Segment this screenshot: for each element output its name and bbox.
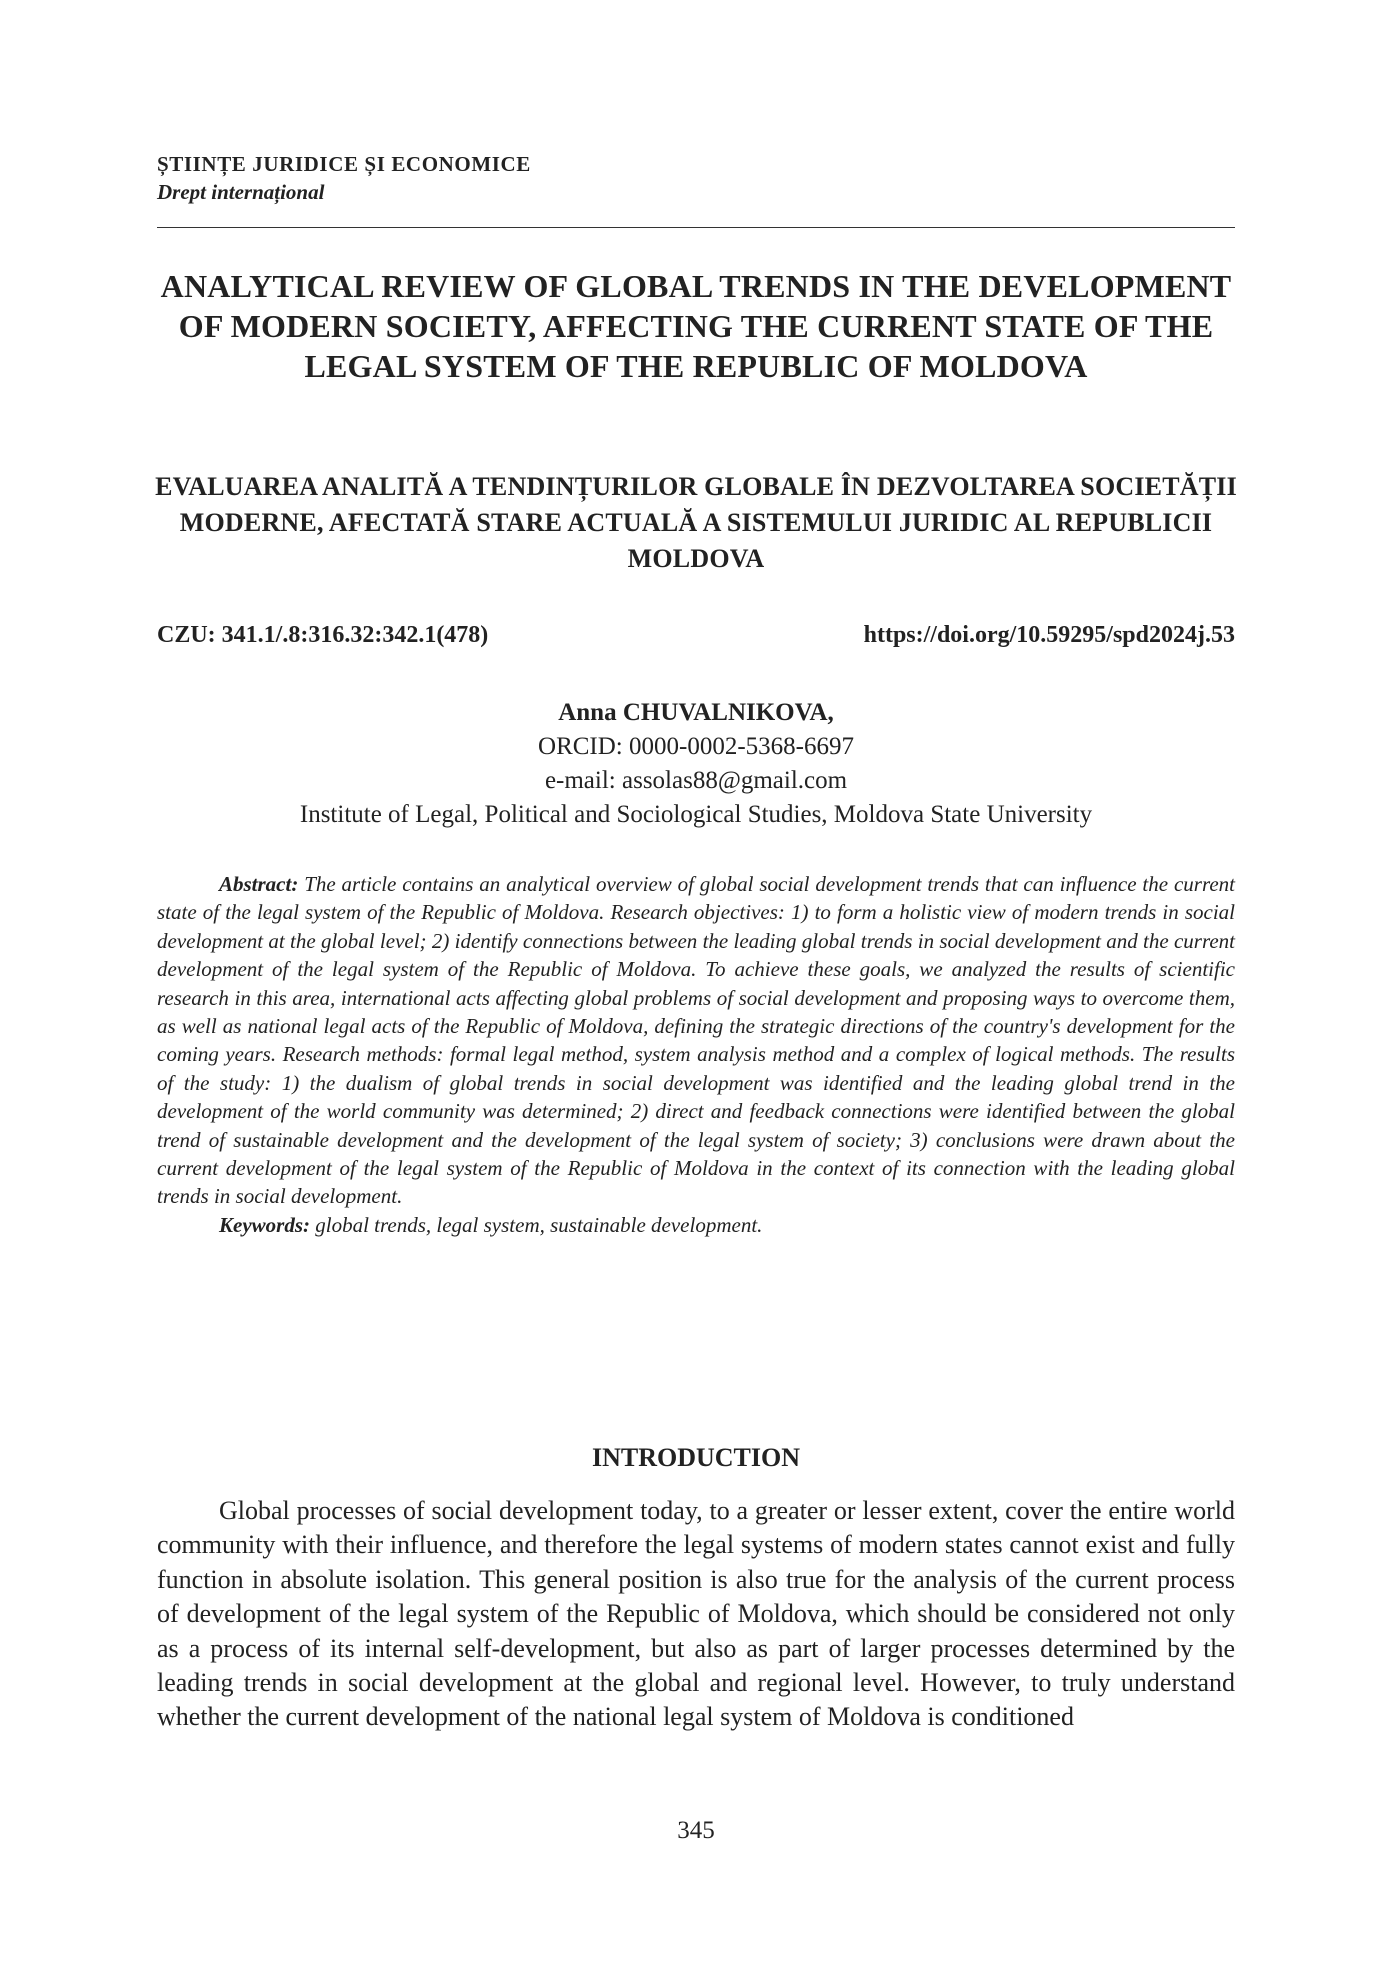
- header-divider: [157, 227, 1235, 228]
- keywords-paragraph: [157, 1211, 1235, 1239]
- keywords-text: global trends, legal system, sustainable development.: [315, 1212, 763, 1237]
- running-header: [157, 150, 1235, 206]
- czu-code: CZU: 341.1/.8:316.32:342.1(478): [157, 622, 489, 648]
- introduction-paragraph: Global processes of social development today, to a greater or lesser extent, cover the entire world community with their influence, and therefore the legal systems of modern states cannot exist and fully function in absolute isolation. This general position is also true for the analysis of the current process of development of the legal system of the Republic of Moldova, which should be considered not only as a process of its internal self-development, but also as part of larger processes determined by the leading trends in social development at the global and regional level. However, to truly understand whether the current development of the national legal system of Moldova is conditioned: [157, 1496, 1235, 1732]
- author-email: e-mail: assolas88@gmail.com: [544, 767, 848, 794]
- doi-link[interactable]: https://doi.org/10.59295/spd2024j.53: [863, 622, 1235, 648]
- author-orcid: ORCID: 0000-0002-5368-6697: [538, 733, 854, 760]
- article-title-english: ANALYTICAL REVIEW OF GLOBAL TRENDS IN THE DEVELOPMENT OF MODERN SOCIETY, AFFECTING THE CURRENT STATE OF THE LEGAL SYSTEM OF THE REPUBLIC OF MOLDOVA: [160, 268, 1232, 384]
- journal-subsection: Drept internațional: [157, 180, 325, 204]
- introduction-body: [157, 1494, 1235, 1735]
- keywords-label: Keywords:: [219, 1212, 310, 1237]
- introduction-heading: INTRODUCTION: [591, 1443, 801, 1472]
- abstract-label: Abstract:: [219, 872, 299, 896]
- article-title-romanian: EVALUAREA ANALITĂ A TENDINȚURILOR GLOBALE ÎN DEZVOLTAREA SOCIETĂȚII MODERNE, AFECTATĂ STARE ACTUALĂ A SISTEMULUI JURIDIC AL REPUBLICII MOLDOVA: [155, 472, 1237, 573]
- abstract-text: The article contains an analytical overview of global social development trends that can influence the current state of the legal system of the Republic of Moldova. Research objectives: 1) to form a holistic view of modern trends in social development at the global level; 2) identify connections between the leading global trends in social development and the current development of the legal system of the Republic of Moldova. To achieve these goals, we analyzed the results of scientific research in this area, international acts affecting global problems of social development and proposing ways to overcome them, as well as national legal acts of the Republic of Moldova, defining the strategic directions of the country's development for the coming years. Research methods: formal legal method, system analysis method and a complex of logical methods. The results of the study: 1) the dualism of global trends in social development was identified and the leading global trend in the development of the world community was determined; 2) direct and feedback connections were identified between the global trend of sustainable development and the development of the legal system of society; 3) conclusions were drawn about the current development of the legal system of the Republic of Moldova in the context of its connection with the leading global trends in social development.: [157, 872, 1235, 1209]
- abstract-block: [157, 870, 1235, 1239]
- abstract-paragraph: [157, 870, 1235, 1211]
- journal-section: ȘTIINȚE JURIDICE ȘI ECONOMICE: [157, 152, 531, 176]
- author-name: Anna CHUVALNIKOVA,: [558, 699, 834, 726]
- author-block: [157, 696, 1235, 832]
- page-number: 345: [677, 1817, 715, 1844]
- author-affiliation: Institute of Legal, Political and Sociological Studies, Moldova State University: [299, 801, 1093, 828]
- article-identifiers: [157, 618, 1235, 652]
